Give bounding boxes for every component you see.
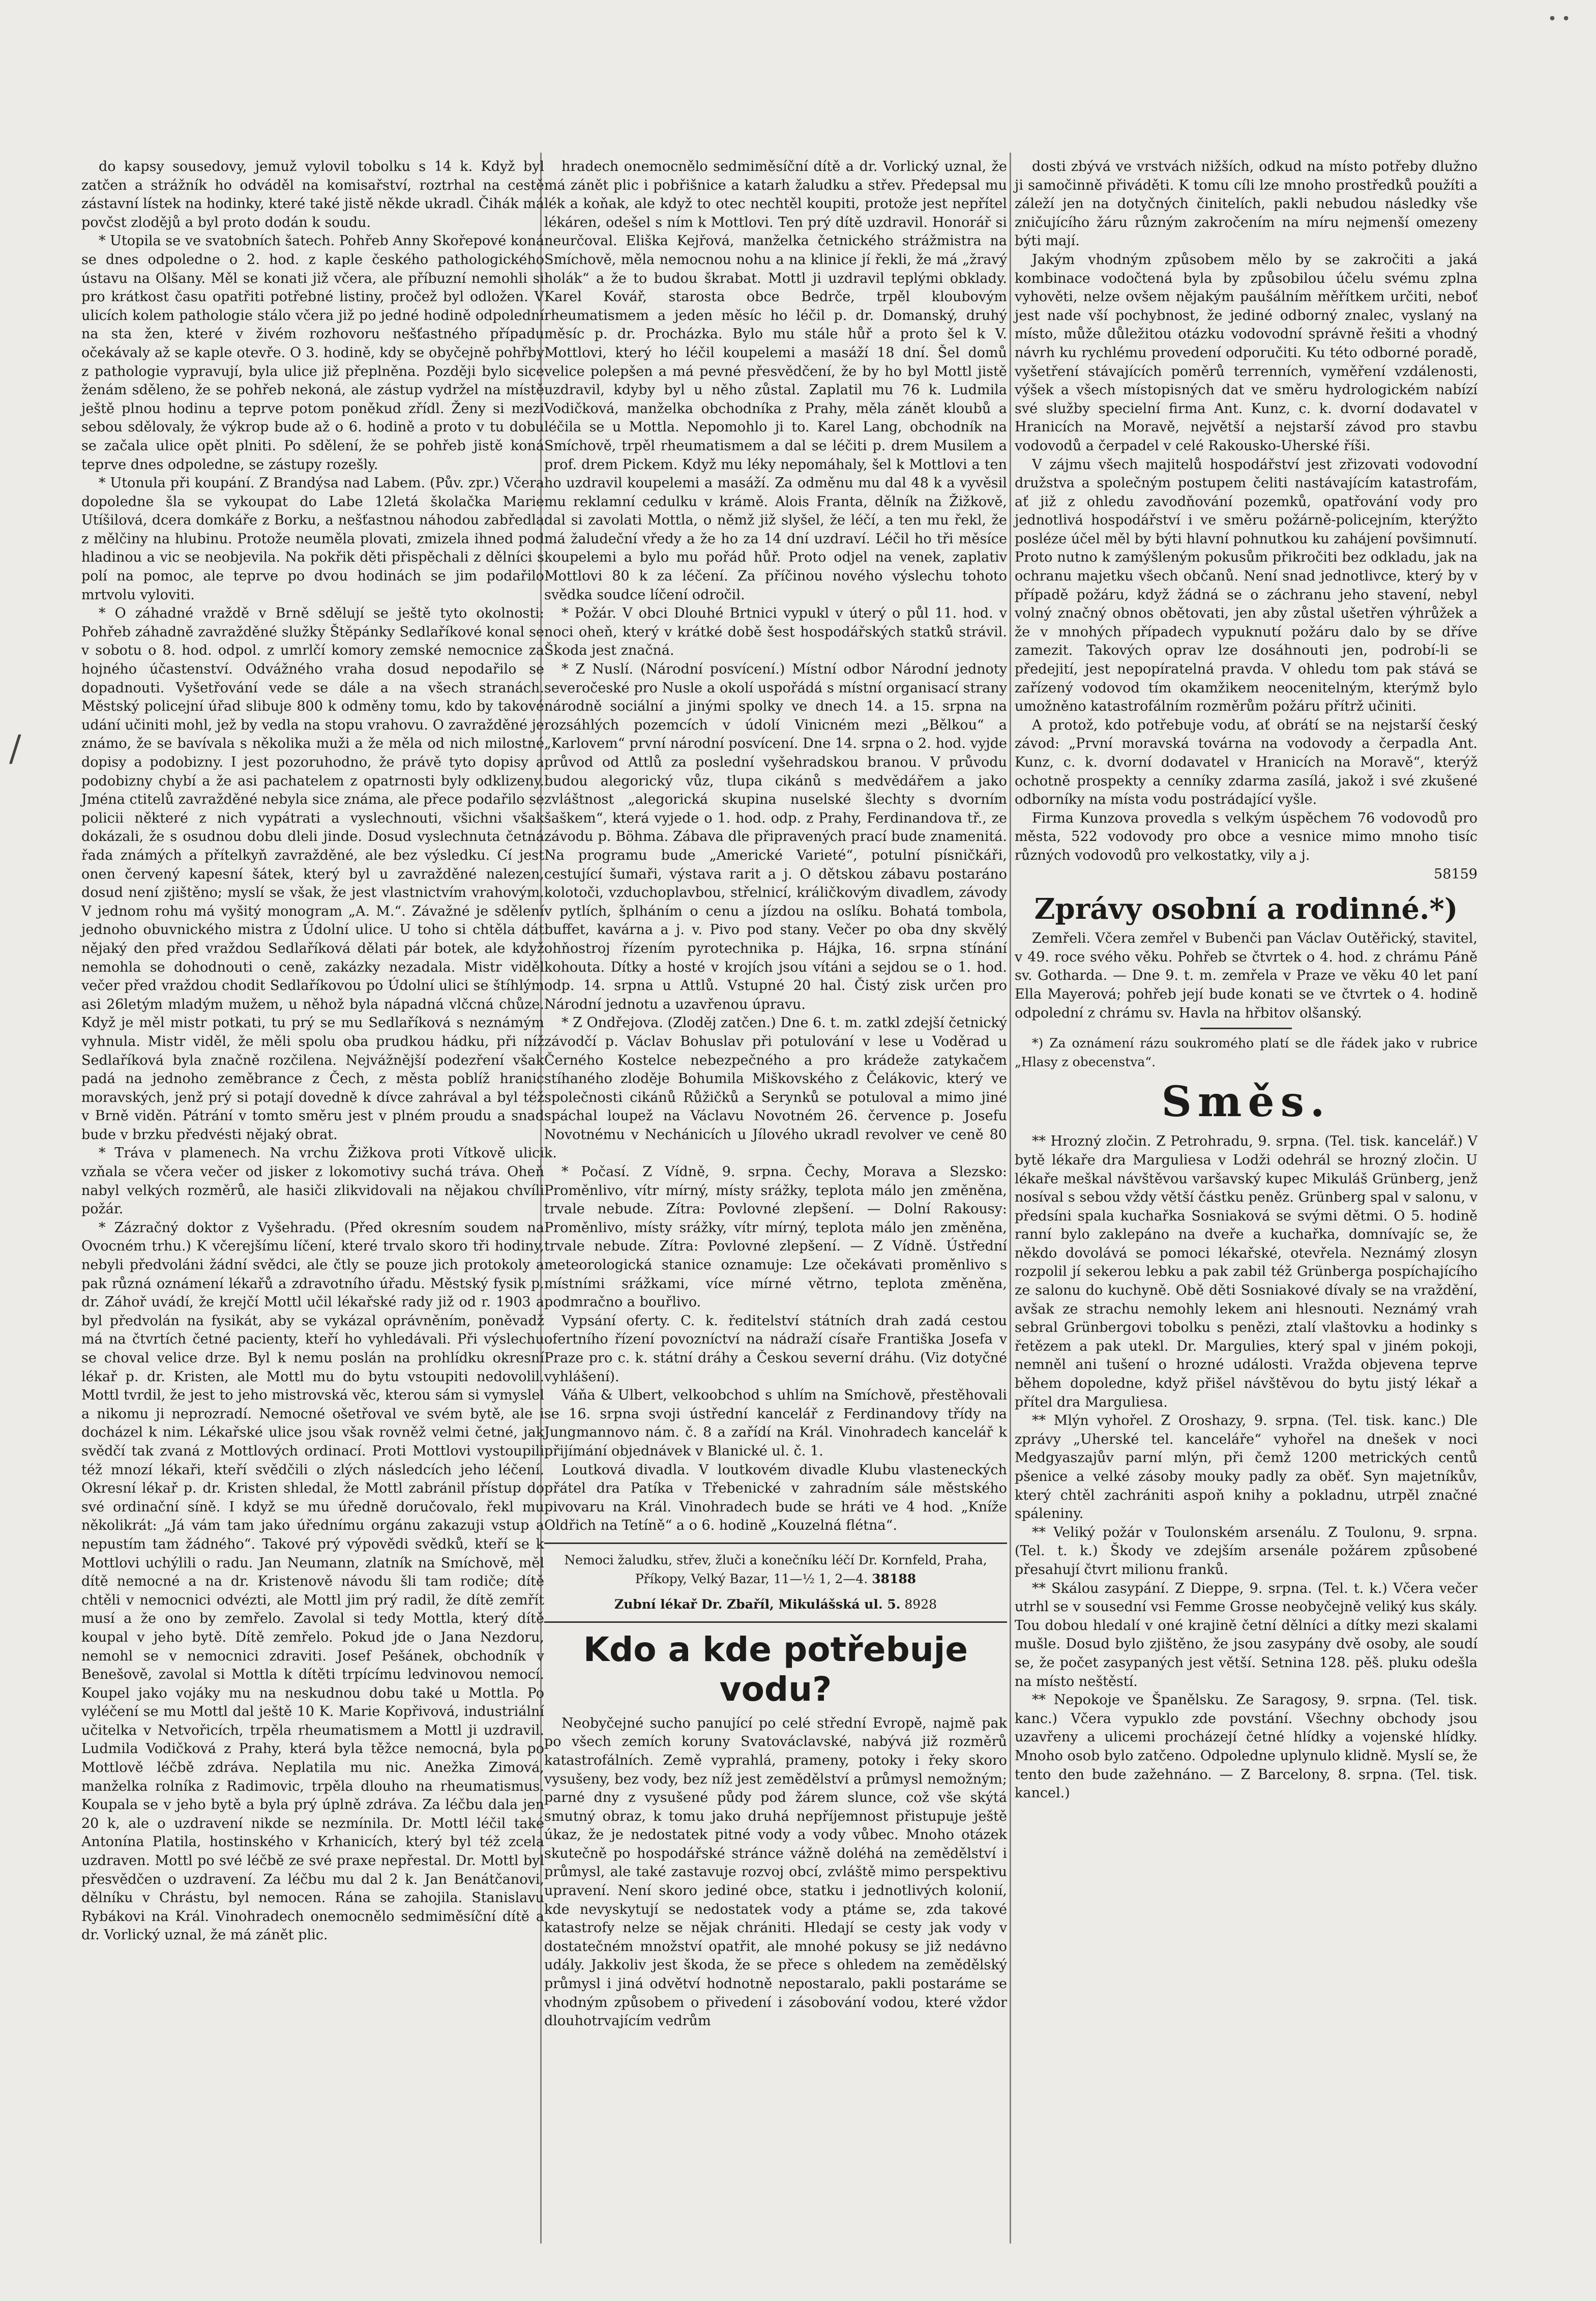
column-3 xyxy=(1015,158,1477,1803)
smes-item: ** Nepokoje ve Španělsku. Ze Saragosy, 9. srpna. (Tel. tisk. kanc.) Včera vypuklo zde povstání. Všechny obchody jsou uzavřeny a ulicemi procházejí četné hlídky a vojenské hlídky. Mnoho osob bylo zatčeno. Odpoledne uplynulo klidně. Myslí se, že tento den bude zažehnáno. — Z Barcelony, 8. srpna. (Tel. tisk. kancel.) xyxy=(1015,1692,1477,1801)
article-vana-ulbert: Váňa & Ulbert, velkoobchod s uhlím na Smíchově, přestěhovali se 16. srpna svoji ústřední kancelář z Ferdinandovy třídy na Jungmannovo nám. č. 8 a zařídí na Král. Vinohradech kancelář k přijímání objednávek v Blanické ul. č. 1. xyxy=(544,1387,1007,1459)
article-pocasi: * Počasí. Z Vídně, 9. srpna. Čechy, Morava a Slezsko: Proměnlivo, vítr mírný, místy srážky, teplota málo jen změněna, trvale nebude. Zítra: Povlovné zlepšení. — Dolní Rakousy: Proměnlivo, místy srážky, vítr mírný, teplota málo jen změněna, trvale nebude. Zítra: Povlovné zlepšení. — Z Vídně. Ústřední meteorologická stanice oznamuje: Lze očekávati proměnlivo s místními srážkami, více mírné větrno, teplota změněna, podmračno a bouřlivo. xyxy=(544,1164,1007,1310)
ad-zbaril xyxy=(544,1595,1007,1614)
ad-water-paragraph: A protož, kdo potřebuje vodu, ať obrátí se na nejstarší český závod: „První moravská továrna na vodovody a čerpadla Ant. Kunz, c. k. dvorní dodavatel v Hranicích na Moravě“, kterýž ochotně prospekty a cenníky zdarma zasílá, jakož i své zkušené odborníky na místa vodu postrádající vyšle. xyxy=(1015,717,1477,808)
ad-water-paragraph: Firma Kunzova provedla s velkým úspěchem 76 vodovodů pro města, 522 vodovody pro obce a vesnice mimo mnoho tisíc různých vodovodů pro velkostatky, vily a j. xyxy=(1015,810,1477,863)
smes-item: ** Hrozný zločin. Z Petrohradu, 9. srpna. (Tel. tisk. kancelář.) V bytě lékaře dra Marguliesa v Lodži odehrál se hrozný zločin. U lékaře meškal návštěvou varšavský kupec Mikuláš Grünberg, jenž nosíval s sebou vždy větší částku peněz. Grünberg spal v salonu, v předsíni spala kuchařka Sosniaková se svými dětmi. O 5. hodině ranní bylo zaklepáno na dveře a kuchařka, domnívajíc se, že někdo dovolává se pomoci lékařské, otevřela. Neznámý zlosyn rozpolil jí sekerou lebku a pak zabil též Grünberga pospíchajícího ze salonu do kuchyně. Obě děti Sosniakové dívaly se na vraždění, avšak ze strachu nemohly lekem ani hlesnouti. Neznámý vrah sebral Grünbergovi tobolku s penězi, ztalí vlaštovku a hodinky s řetězem a pak utekl. Dr. Margulies, který spal v jiném pokoji, nemněl ani tušení o hrozné události. Vražda objevena teprve během dopoledne, když přišel návštěvou do bytu jistý lékař a přítel dra Marguliesa. xyxy=(1015,1133,1477,1410)
personal-zemreli: Zemřeli. Včera zemřel v Bubenči pan Václav Outěřický, stavitel, v 49. roce svého věku. Pohřeb se čtvrtek o 4. hod. z chrámu Páně sv. Gotharda. — Dne 9. t. m. zemřela v Praze ve věku 40 let paní Ella Mayerová; pohřeb její bude konati se ve čtvrtek o 4. hodině odpolední z chrámu sv. Havla na hřbitov olšanský. xyxy=(1015,930,1477,1021)
article-utopila: * Utopila se ve svatobních šatech. Pohřeb Anny Skořepové koná se dnes odpoledne o 2. hod. z kaple českého pathologického ústavu na Olšany. Měl se konati již včera, ale příbuzní nemohli si pro krátkost času opatřiti potřebné listiny, pročež byl odložen. V ulicích kolem pathologie stálo včera již po jedné hodině odpolední na sta žen, které v živém rozhovoru nešťastného případu očekávaly až se kaple otevře. O 3. hodině, kdy se obyčejně pohřby z pathologie vypravují, byla ulice již přeplněna. Později bylo sice ženám sděleno, že se pohřeb nekoná, ale zástup vydržel na místě ještě plnou hodinu a teprve potom poněkud zřídl. Ženy si mezi sebou sdělovaly, že výkrop bude až o 6. hodině a proto v tu dobu se začala ulice opět plniti. Po sdělení, že se pohřeb jistě koná teprve dnes odpoledne, se zástupy rozešly. xyxy=(81,233,544,473)
article-trava: * Tráva v plamenech. Na vrchu Žižkova proti Vítkově ulici vzňala se včera večer od jisker z lokomotivy suchá tráva. Oheň nabyl velkých rozměrů, ale hasiči zlikvidovali na nějakou chvíli požár. xyxy=(81,1145,544,1217)
personal-note: *) Za oznámení rázu soukromého platí se dle řádek jako v rubrice „Hlasy z obecenstva“. xyxy=(1015,1036,1477,1069)
ad-water-paragraph: V zájmu všech majitelů hospodářství jest zřizovati vodovodní družstva a společným postupem čeliti nastávajícím katastrofám, ať již z ohledu zavodňování pozemků, opatřování vody pro jednotlivá hospodářství i ve směru požárně-policejním, kterýžto posléze účel měl by býti hlavní pohnutkou ku zahájení povšimnutí. Proto nutno k zamýšleným pokusům přikročiti bez odkladu, jak na ochranu majetku všech občanů. Není snad jednotlivce, který by v případě požáru, když žádná se o záchranu jeho stavení, nebyl volný značný obnos obětovati, jen aby zůstal ušetřen výhrůžek a že v mnohých případech vypuknutí požáru dalo by se dříve zamezit. Takových oprav lze dosáhnouti jen, podrobí-li se předejití, jest nepopíratelná pravda. V ohledu tom pak stává se zařízený vodovod tím okamžikem neocenitelným, kterýmž bylo umožněno katastrofálním rozměrům požáru přítrž učiniti. xyxy=(1015,456,1477,715)
column-2 xyxy=(544,158,1007,2031)
ad-water-body: Neobyčejné sucho panující po celé střední Evropě, najmě pak po všech zemích koruny Svatováclavské, nabývá již rozměrů katastrofálních. Země vyprahlá, prameny, potoky i řeky skoro vysušeny, bez vody, bez níž jest zemědělství a průmysl nemožným; parné dny z vysušené půdy pod žárem slunce, což vše skýtá smutný obraz, k tomu jako druhá nepříjemnost přistupuje ještě úkaz, že je nedostatek pitné vody a vody vůbec. Mnoho otázek skutečně po hospodářské stránce vážně doléhá na zemědělství i průmysl, ale také zastavuje rozvoj obcí, zvláště mimo perspektivu upravení. Není skoro jediné obce, statku i jednotlivých kolonií, kde nevyskytují se nedostatek vody a ptáme se, zda takové katastrofy nelze se nějak chrániti. Hledají se cesty jak vody v dostatečném množství opatřit, ale mnohé pokusy se již nedávno udály. Jakkoliv jest škoda, že se přece s ohledem na zemědělský průmysl i jiná odvětví hodnotně nepostaralo, pakli postaráme se vhodným způsobem o přivedení i zásobování vodou, které vždor dlouhotrvajícím vedrům xyxy=(544,1715,1007,2029)
ad-kornfeld-text: Nemoci žaludku, střev, žluči a konečníku léčí Dr. Kornfeld, Praha, Příkopy, Velký Bazar, 11—½ 1, 2—4. xyxy=(564,1552,987,1586)
ad-kornfeld-number: 38188 xyxy=(872,1571,917,1586)
smes-item: ** Veliký požár v Toulonském arsenálu. Z Toulonu, 9. srpna. (Tel. t. k.) Škody ve zdejším arsenále požárem způsobené přesahují čtvrt milionu franků. xyxy=(1015,1524,1477,1578)
article-nusle: * Z Nuslí. (Národní posvícení.) Místní odbor Národní jednoty severočeské pro Nusle a okolí uspořádá s místní organisací strany národně sociální a jinými spolky ve dnech 14. a 15. srpna na rozsáhlých pozemcích v údolí Vinicném mezi „Bělkou“ a „Karlovem“ první národní posvícení. Dne 14. srpna o 2. hod. vyjde průvod od Attlů za poslední vyšehradskou branou. V průvodu budou alegorický vůz, tlupa cikánů s medvědářem a jako zvláštnost „alegorická skupina nuselské šlechty s dvorním šaškem“, která vyjede o 1. hod. odp. z Prahy, Ferdinandova tř., ze závodu p. Böhma. Zábava dle připravených prací bude znamenitá. Na programu bude „Americké Varieté“, potulní písničkáři, cestující šumaři, výstava rarit a j. O dětskou zábavu postaráno kolotoči, vzduchoplavbou, střelnicí, králičkovým divadlem, závody v pytlích, šplháním o cenu a jízdou na oslíku. Bohatá tombola, buffet, kavárna a j. v. Pivo pod stany. Večer po oba dny skvělý ohňostroj řízením pyrotechnika p. Hájka, 16. srpna stínání kohouta. Dítky a hosté v krojích jsou vítáni a sejdou se o 1. hod. odp. 14. srpna u Attlů. Vstupné 20 hal. Čistý zisk určen pro Národní jednotu a uzavřenou úpravu. xyxy=(544,661,1007,1012)
ad-separator xyxy=(544,1621,1007,1623)
ad-zbaril-text: Zubní lékař Dr. Zbaříl, Mikulášská ul. 5. xyxy=(614,1597,901,1612)
ad-water-paragraph: Jakým vhodným způsobem mělo by se zakročiti a jaká kombinace vodočtená byla by způsobilou účelu svému zplna vyhověti, nelze ovšem nějakým paušálním měřítkem určiti, neboť jest nade vší pochybnost, že jediné odborný znalec, vyslaný na místo, může důležitou otázku vodovodní správně řešiti a vhodný návrh ku rychlému provedení odporučiti. Ku této odborné poradě, vyšetření stávajících poměrů terrenních, vyměření vzdálenosti, výšek a všech místopisných dat ve směru hydrologickém nabízí své služby specielní firma Ant. Kunz, c. k. dvorní dodavatel v Hranicích na Moravě, největší a nejstarší závod pro stavbu vodovodů a čerpadel v celé Rakousko-Uherské říši. xyxy=(1015,251,1477,454)
article-zazracny-doktor: * Zázračný doktor z Vyšehradu. (Před okresním soudem na Ovocném trhu.) K včerejšímu líčení, které trvalo skoro tři hodiny, nebyli předvoláni žádní svědci, ale čtly se pouze jich protokoly a pak různá oznámení lékařů a zdravotního úřadu. Městský fysik p. dr. Záhoř uvádí, že krejčí Mottl učil lékařské rady již od r. 1903 a byl předvolán na fysikát, aby se vykázal oprávněním, poněvadž má na čtvrtích četné pacienty, kteří ho vyhledávali. Při výslechu se choval velice drze. Byl k nemu poslán na prohlídku okresní lékař p. dr. Kristen, ale Mottl mu do bytu vstoupiti nedovolil. Mottl tvrdil, že jest to jeho mistrovská věc, kterou sám si vymyslel a nikomu ji neprozradí. Nemocné ošetřoval ve svém bytě, ale i docházel k nim. Lékařské ulice jsou však rovněž velmi četné, jak svědčí tak zvaná z Mottlových ordinací. Proti Mottlovi vystoupili též mnozí lékaři, kteří svědčili o zlých následcích jeho léčení. Okresní lékař p. dr. Kristen shledal, že Mottl zabránil přístup do své ordinační síně. I když se mu úředně doručovalo, řekl mu několikrát: „Já vám tam jako úřednímu orgánu zakazuji vstup a nepustím tam žádného“. Takové prý výpovědi svědků, kteří se k Mottlovi uchýlili o radu. Jan Neumann, zlatník na Smíchově, měl dítě nemocné a na dr. Kristenově návodu šli tam rodiče; dítě chtěli v nemocnici odvézti, ale Mottl jim prý radil, že dítě zemřít musí a že ono by zemřelo. Zavolal si tedy Mottla, který dítě koupal v jeho bytě. Dítě zemřelo. Pokud jde o Jana Nezdoru, nemohl se v nemocnici zdraviti. Josef Pešánek, obchodník v Benešově, zavolal si Mottla k dítěti trpícímu ledvinovou nemocí. Koupel jako vojáky mu na neskudnou dobu také u Mottla. Po vyléčení se mu Mottl dal ještě 10 K. Marie Kopřivová, industriální učitelka v Netvořicích, trpěla rheumatismem a Mottl ji uzdravil. Ludmila Vodičková z Prahy, která byla těžce nemocná, byla po Mottlově léčbě zdráva. Neplatila mu nic. Anežka Zimová, manželka rolníka z Radimovic, trpěla dlouho na rheumatismus. Koupala se v jeho bytě a byla prý úplně zdráva. Za léčbu dala jen 20 k, ale o uzdravení nikde se nezmínila. Dr. Mottl léčil také Antonína Platila, hostinského v Krhanicích, který byl též zcela uzdraven. Mottl po své léčbě ze své praxe nepřestal. Dr. Mottl byl přesvědčen o uzdravení. Za léčbu mu dal 2 k. Jan Benátčanovi, dělníku v Chrástu, byl nemocen. Rána se zahojila. Stanislavu Rybákovi na Král. Vinohradech onemocnělo sedmiměsíční dítě a dr. Vorlický uznal, že má zánět plic. xyxy=(81,1219,544,1943)
column-1 xyxy=(81,158,544,1945)
smes-item: ** Skálou zasypání. Z Dieppe, 9. srpna. (Tel. t. k.) Včera večer utrhl se v sousední vsi Femme Grosse neobyčejně veliký kus skály. Tou dobou hledalí v oné krajině četní dělníci a dítky mezi skalami mušle. Dosud bylo zjištěno, že jsou zasypány dvě osoby, ale soudí se, že počet zasypaných jest větší. Setnina 128. pěš. pluku odešla na místo neštěstí. xyxy=(1015,1580,1477,1690)
article-paragraph: do kapsy sousedovy, jemuž vylovil tobolku s 14 k. Když byl zatčen a strážník ho odváděl na komisařství, roztrhal na cestě zástavní lístek na hodinky, které také jistě někde ukradl. Čihák má povčst zlodějů a byl proto dodán k soudu. xyxy=(81,159,544,230)
margin-mark: / xyxy=(9,727,21,769)
smes-item: ** Mlýn vyhořel. Z Oroshazy, 9. srpna. (Tel. tisk. kanc.) Dle zprávy „Uherské tel. kanceláře“ vyhořel na dnešek v noci Medgyaszajův parní mlýn, při čemž 1200 metrických centů pšenice a velké zásoby mouky padly za oběť. Syn majetníkův, který chtěl zachrániti aspoň knihy a pokladnu, utrpěl značné spáleniny. xyxy=(1015,1413,1477,1522)
ad-zbaril-number: 8928 xyxy=(904,1597,937,1612)
article-vrazda-brno: * O záhadné vraždě v Brně sdělují se ještě tyto okolnosti: Pohřeb záhadně zavražděné služky Štěpánky Sedlaříkové konal se v sobotu o 8. hod. odpol. z umrlčí komory zemské nemocnice za hojného účastenství. Odvážného vraha dosud nepodařilo se dopadnouti. Vyšetřování vede se dále a na všech stranách. Městský policejní úřad slibuje 800 k odměny tomu, kdo by takové udání učiniti mohl, jež by vedla na stopu vrahovu. O zavražděné je známo, že se bavívala s několika muži a že měla od nich milostné dopisy a podobizny. I jest pozoruhodno, že právě tyto dopisy a podobizny chybí a že asi pachatelem z opatrnosti byly odklizeny. Jména ctitelů zavražděné nebyla sice známa, ale přece podařilo se policii některé z nich vypátrati a vyslechnouti, všichni však dokázali, že s osudnou dobu dleli jinde. Dosud vyslechnuta četná řada známých a přítelkyň zavražděné, ale bez výsledku. Cí jest onen červený kapesní šátek, který byl u zavražděné nalezen, dosud není zjištěno; myslí se však, že jest vlastnictvím vrahovým. V jednom rohu má vyšitý monogram „A. M.“. Závažné je sdělení jednoho obuvnického mistra z Údolní ulice. U toho si chtěla dát nějaký den před vraždou Sedlaříková dělati pár botek, ale když nemohla se dohodnouti o ceně, zakázky nezadala. Mistr viděl večer před vraždou chodit Sedlaříkovou po Údolní ulici se štíhlým asi 26letým mladým mužem, u něhož byla nápadná vlčcná chůze. Když je měl mistr potkati, tu prý se mu Sedlaříková s neznámým vyhnula. Mistr viděl, že měli spolu oba prudkou hádku, při níž Sedlaříková byla značně rozčilena. Nejvážnější podezření však padá na jednoho zeměbrance z Čech, z města poblíž hranic moravských, jenž prý si potají dovedně k dívce zahrával a byl též v Brně viděn. Pátrání v tomto směru jest v plném proudu a snad bude v brzku předvésti nějaký obrat. xyxy=(81,605,544,1143)
article-utonula: * Utonula při koupání. Z Brandýsa nad Labem. (Pův. zpr.) Včera dopoledne šla se vykoupat do Labe 12letá školačka Marie Utíšilová, dcera domkáře z Borku, a nešťastnou náhodou zabředla z mělčiny na hlubinu. Protože neuměla plovati, zmizela ihned pod hladinou a vic se neobjevila. Na pokřik děti přispěchali z dělníci s polí na pomoc, ale teprve po dvou hodinách se jim podařilo mrtvolu vyloviti. xyxy=(81,475,544,603)
column-divider xyxy=(1010,153,1011,2244)
section-heading-personal: Zprávy osobní a rodinné.*) xyxy=(1034,892,1458,926)
article-loutkova-divadla: Loutková divadla. V loutkovém divadle Klubu vlasteneckých přátel dra Patíka v Třebenické v zahradním sále městského pivovaru na Král. Vinohradech bude se hráti ve 4 hod. „Kníže Oldřich na Tetíně“ a o 6. hodině „Kouzelná flétna“. xyxy=(544,1462,1007,1534)
page-edge-marks: • • xyxy=(1548,10,1571,28)
article-continuation: hradech onemocnělo sedmiměsíční dítě a dr. Vorlický uznal, že má zánět plic i pobřišnice a katarh žaludku a střev. Předepsal mu lék a koňak, ale když to otec nechtěl koupiti, protože jest nepřítel lékáren, odešel s ním k Mottlovi. Ten prý dítě uzdravil. Honorář si neurčoval. Eliška Kejřová, manželka četnického strážmistra na Smíchově, měla nemocnou nohu a na klinice jí řekli, že má „žravý holák“ a že to budou škrabat. Mottl ji uzdravil teplými obklady. Karel Kovář, starosta obce Bedrče, trpěl kloubovým rheumatismem a jeden měsíc ho léčil p. dr. Domanský, druhý měsíc p. dr. Procházka. Bylo mu stále hůř a proto šel k V. Mottlovi, který ho léčil koupelemi a masáží 18 dní. Šel domů velice polepšen a má pevné přesvědčení, že by ho byl Mottl jistě uzdravil, kdyby byl u něho zůstal. Zaplatil mu 76 k. Ludmila Vodičková, manželka obchodníka z Prahy, měla zánět kloubů a léčila se u Mottla. Nepomohlo ji to. Karel Lang, obchodník na Smíchově, trpěl rheumatismem a dal se léčiti p. drem Musilem a prof. drem Pickem. Když mu léky nepomáhaly, šel k Mottlovi a ten ho uzdravil koupelemi a masáží. Za odměnu mu dal 48 k a vyvěsil mu reklamní cedulku v krámě. Alois Franta, dělník na Žižkově, dal si zavolati Mottla, o němž již slyšel, že léčí, a ten mu řekl, že má žaludeční vředy a že ho za 14 dní uzdraví. Léčil ho tři měsíce koupelemi a bylo mu pořád hůř. Proto odjel na venek, zaplativ Mottlovi 80 k za léčení. Za příčinou nového výslechu tohoto svědka soudce líčení odročil. xyxy=(544,159,1007,603)
ad-water-title: Kdo a kde potřebuje vodu? xyxy=(583,1629,968,1709)
ad-water-continuation: dosti zbývá ve vrstvách nižších, odkud na místo potřeby dlužno ji samočinně přiváděti. K tomu cíli lze mnoho prostředků použíti a záleží jen na dotyčných činitelích, pakli nebudou následky vše zničujícího žáru různým zakročením na míru nejmenší omezeny býti mají. xyxy=(1015,159,1477,249)
ad-water-number: 58159 xyxy=(1434,866,1477,882)
article-oferty: Vypsání oferty. C. k. ředitelství státních drah zadá cestou ofertního řízení povozníctví na nádraží císaře Františka Josefa v Praze pro c. k. státní dráhy a Českou severní dráhu. (Viz dotyčné vyhlášení). xyxy=(544,1313,1007,1385)
ad-separator xyxy=(544,1542,1007,1544)
short-rule xyxy=(1200,1028,1292,1029)
ad-kornfeld xyxy=(544,1551,1007,1588)
section-heading-smes: Směs. xyxy=(1161,1077,1331,1127)
article-pozar: * Požár. V obci Dlouhé Brtnici vypukl v úterý o půl 11. hod. v noci oheň, který v krátké době šest hospodářských statků strávil. Škoda jest značná. xyxy=(544,605,1007,659)
article-ondrejov: * Z Ondřejova. (Zloděj zatčen.) Dne 6. t. m. zatkl zdejší četnický závodčí p. Václav Bohuslav při potulování v lese u Voděrad u Černého Kostelce nebezpečného a pro krádeže zatykačem stíhaného zloděje Bohumila Miškovského z Čelákovic, který ve společnosti cikánů Růžičků a Serynků se potuloval a mimo jiné spáchal loupež na Václavu Novotném 26. července p. Josefu Novotnému v Nechánicích u Jílového ukradl revolver ve ceně 80 k. xyxy=(544,1015,1007,1161)
